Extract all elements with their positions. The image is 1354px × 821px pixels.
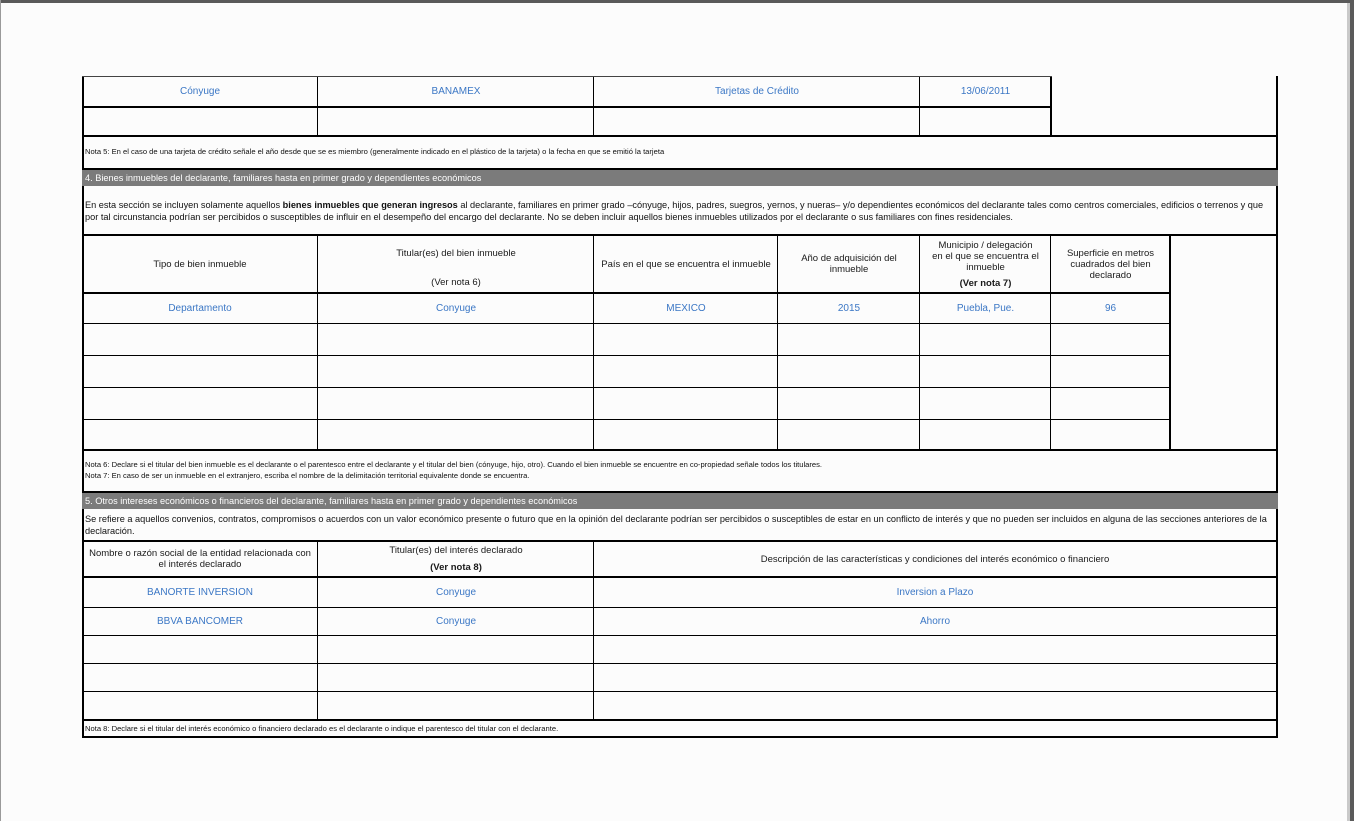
credit-holder: Cónyuge (179, 85, 221, 97)
row-municipio: Puebla, Pue. (956, 302, 1015, 314)
header-interes-titular: Titular(es) del interés declarado (389, 545, 523, 556)
window-left-border (0, 0, 1, 821)
section-5-title: 5. Otros intereses económicos o financieros del declarante, familiares hasta en primer grado y dependientes económicos (82, 493, 1278, 509)
header-anio: Año de adquisición del inmueble (801, 253, 897, 275)
document-page (82, 76, 1278, 738)
section-4-intro-pre: En esta sección se incluyen solamente aquellos (85, 200, 283, 210)
nota-5: Nota 5: En el caso de una tarjeta de crédito señale el año desde que se es miembro (generalmente indicado en el plástico de la tarjeta) o la fecha en que se emitió la tarjeta (85, 147, 665, 156)
section-4-intro-bold: bienes inmuebles que generan ingresos (282, 200, 458, 210)
credit-date: 13/06/2011 (960, 85, 1011, 97)
interes-entidad-2: BBVA BANCOMER (157, 616, 243, 627)
section-5-intro: Se refiere a aquellos convenios, contratos, compromisos o acuerdos con un valor económico presente o futuro que en la opinión del declarante podrían ser percibidos o susceptibles de estar en un conflicto de interés y que no pueden ser incluidos en alguna de las secciones anteriores de la declaración. (85, 514, 1267, 536)
interes-descripcion-2: Ahorro (919, 616, 950, 627)
header-pais: País en el que se encuentra el inmueble (601, 258, 771, 270)
interes-titular-1: Conyuge (435, 586, 477, 598)
row-titular: Conyuge (435, 302, 477, 314)
window-top-border (0, 0, 1354, 3)
row-superficie: 96 (1104, 302, 1117, 314)
section-4-intro (85, 200, 1273, 223)
row-pais: MEXICO (666, 302, 706, 314)
window-right-border (1350, 0, 1354, 821)
credit-type: Tarjetas de Crédito (715, 85, 799, 97)
header-tipo: Tipo de bien inmueble (153, 258, 247, 270)
nota-6: Nota 6: Declare si el titular del bien inmueble es el declarante o el parentesco entre el declarante y el titular del bien (cónyuge, hijo, otro). Cuando el bien inmueble se encuentre en co-propiedad señale todos los titulares. (85, 460, 823, 469)
section-4-title: 4. Bienes inmuebles del declarante, familiares hasta en primer grado y dependientes económicos (82, 170, 1278, 186)
nota-8: Nota 8: Declare si el titular del interés económico o financiero declarado es el declarante o indique el parentesco del titular con el declarante. (85, 724, 559, 733)
header-interes-titular-note: (Ver nota 8) (430, 562, 482, 573)
interes-entidad-1: BANORTE INVERSION (147, 586, 253, 598)
header-titular: Titular(es) del bien inmueble (396, 247, 516, 259)
header-descripcion: Descripción de las características y condiciones del interés económico o financiero (760, 553, 1110, 565)
header-entidad: Nombre o razón social de la entidad relacionada con el interés declarado (89, 548, 311, 570)
header-titular-note: (Ver nota 6) (431, 276, 481, 288)
interes-titular-2: Conyuge (435, 616, 477, 627)
section-4-intro-post: al declarante, familiares en primer grado –cónyuge, hijos, padres, suegros, yernos, y nueras– y/o dependientes económicos del declarante tales como centros comerciales, edificios o terrenos y que por tal circunstancia podrían ser percibidos o susceptibles de influir en el desempeño del encargo del declarante. No se deben incluir aquellos bienes inmuebles utilizados por el declarante o sus familiares con fines residenciales. (85, 200, 1264, 222)
header-superficie: Superficie en metros cuadrados del bien declarado (1066, 247, 1155, 281)
credit-institution: BANAMEX (431, 85, 481, 97)
row-tipo: Departamento (168, 302, 232, 314)
nota-7: Nota 7: En caso de ser un inmueble en el extranjero, escriba el nombre de la delimitación territorial equivalente donde se encuentra. (85, 471, 530, 480)
header-municipio-note: (Ver nota 7) (959, 277, 1012, 289)
row-anio: 2015 (837, 302, 861, 314)
header-municipio: Municipio / delegación en el que se encuentra el inmueble (932, 239, 1039, 273)
interes-descripcion-1: Inversion a Plazo (896, 586, 974, 598)
